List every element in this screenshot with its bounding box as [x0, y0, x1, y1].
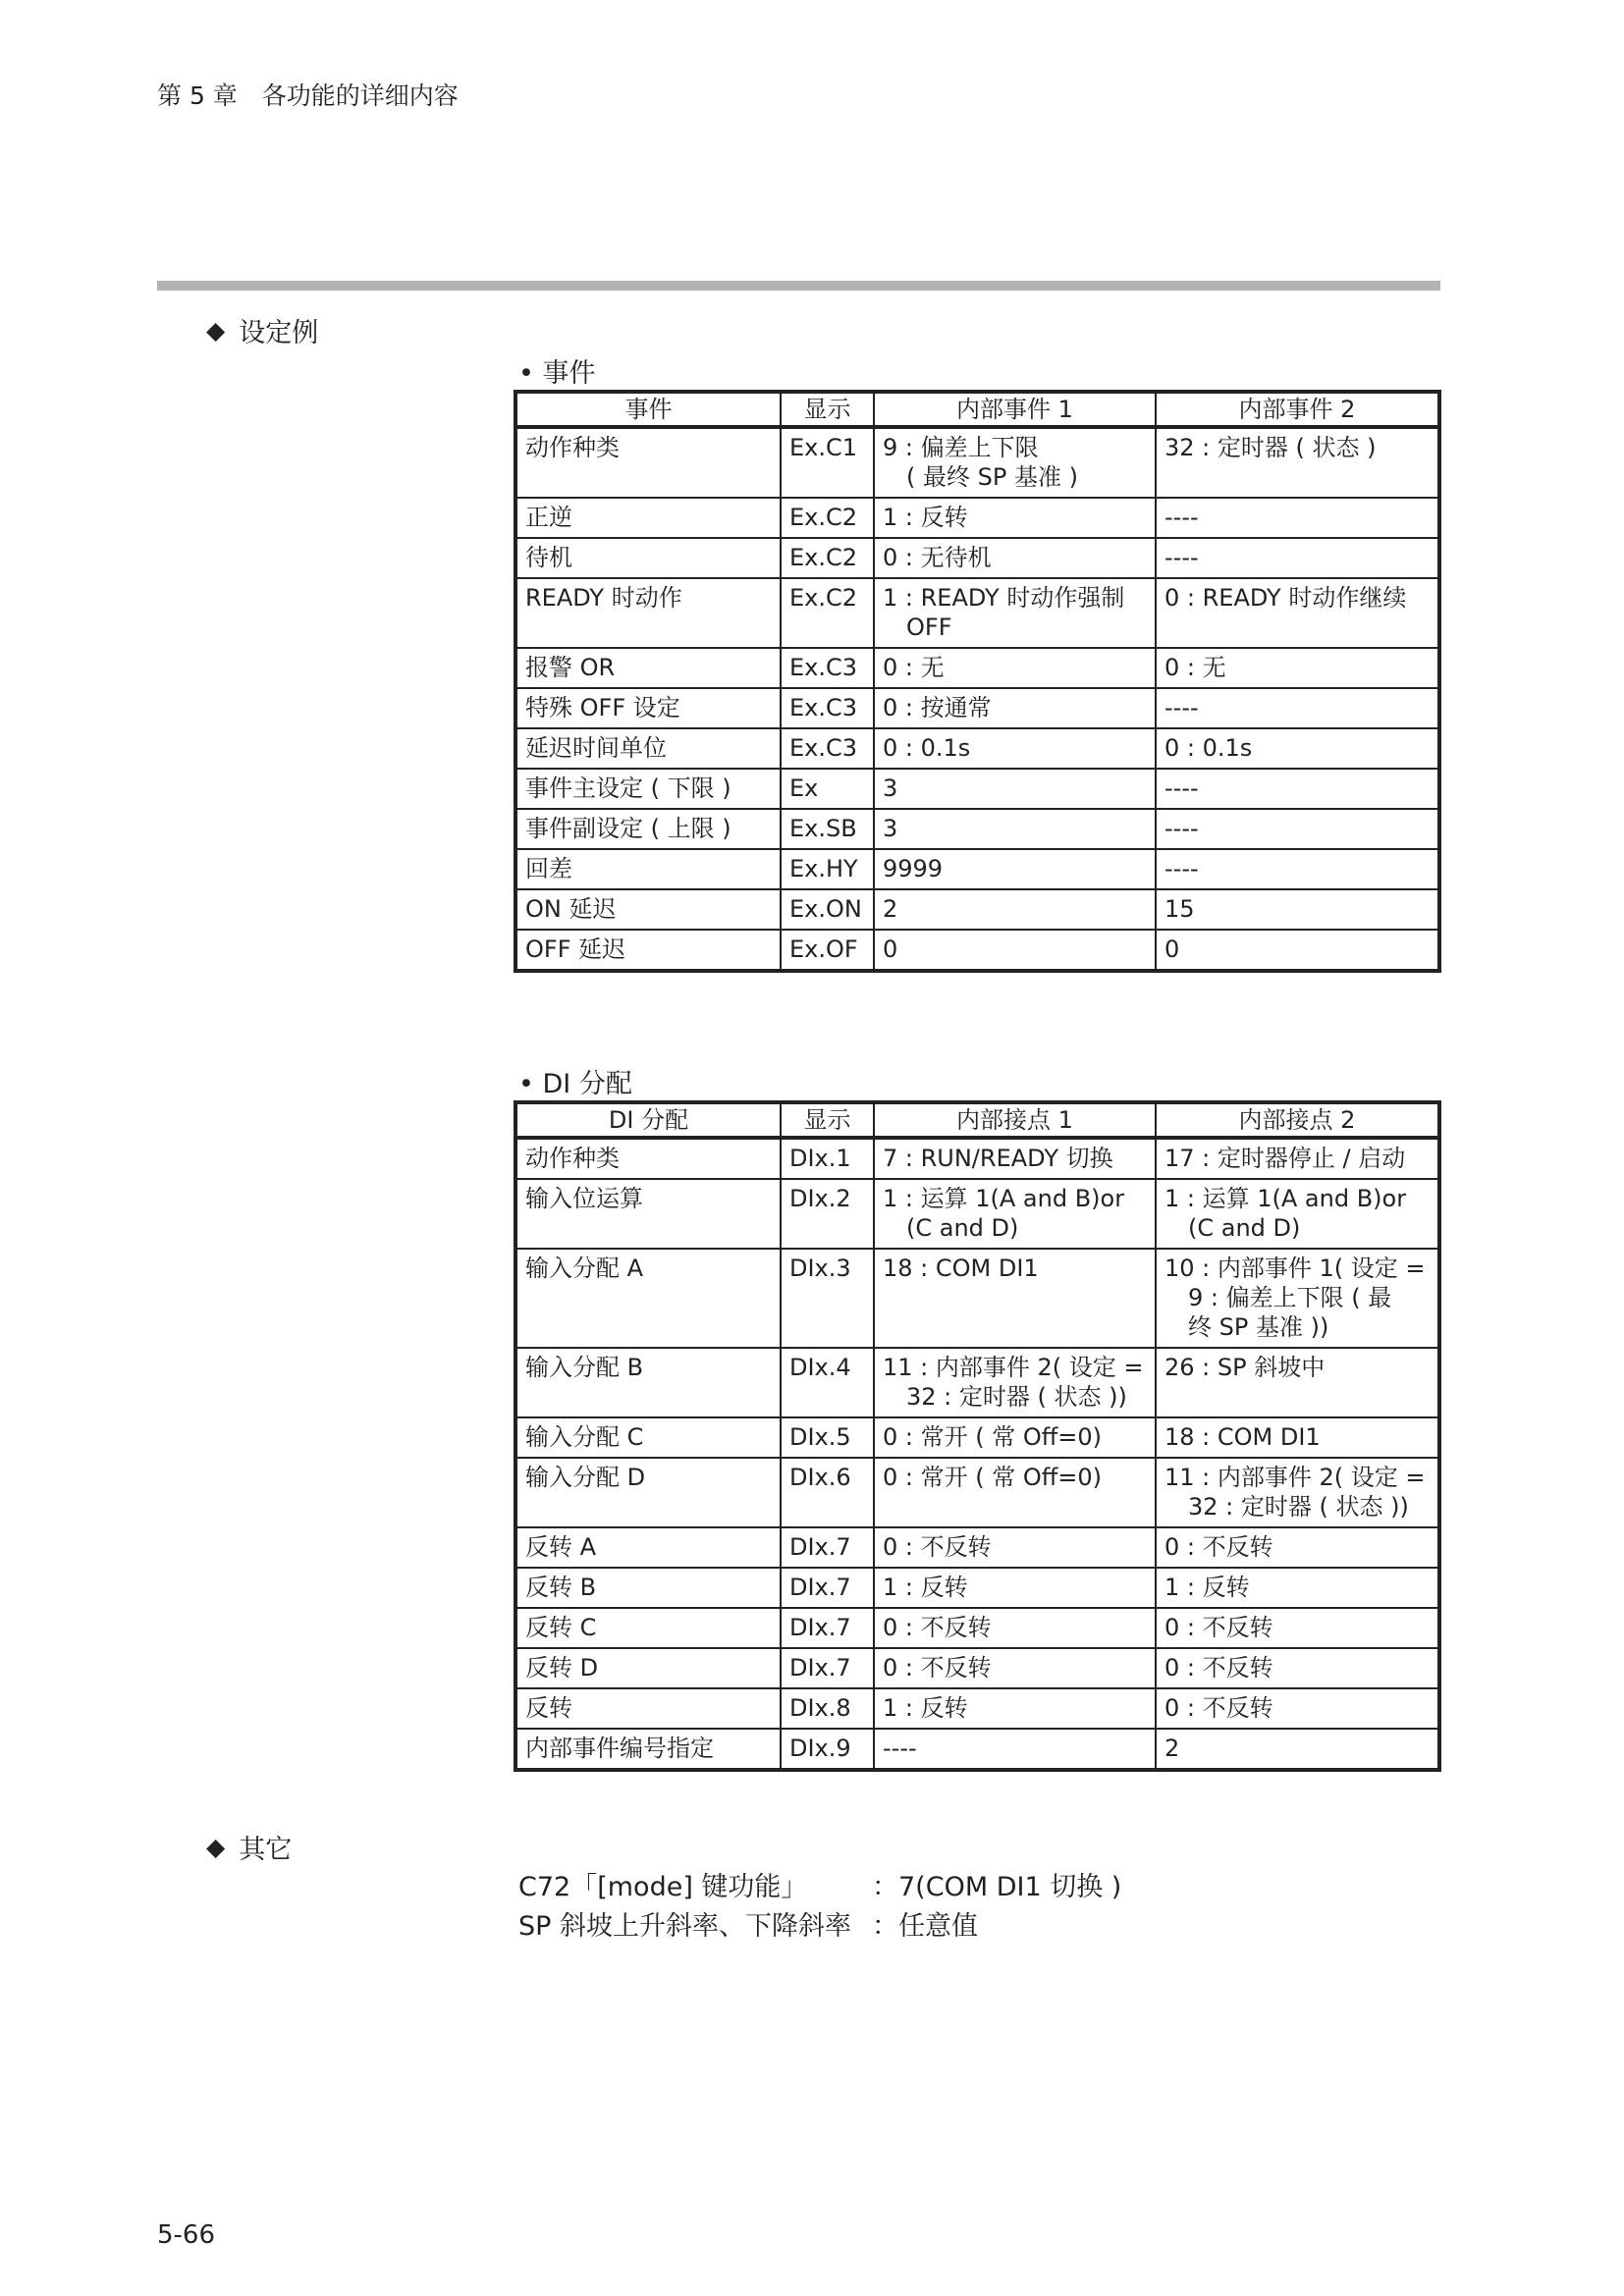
table-cell: ON 延迟 [515, 889, 781, 930]
table-cell: 0 : 不反转 [1156, 1527, 1439, 1568]
table-cell: 2 [874, 889, 1156, 930]
table-row [515, 1417, 1439, 1458]
table-cell: ---- [874, 1729, 1156, 1770]
table-cell: 15 [1156, 889, 1439, 930]
table-cell: 0 : 按通常 [874, 688, 1156, 728]
diamond-bullet-icon: ◆ [206, 316, 226, 345]
table-cell: 回差 [515, 849, 781, 889]
diamond-bullet-icon: ◆ [206, 1833, 226, 1861]
table-cell: DIx.7 [781, 1608, 874, 1648]
table-cell: 0 : 不反转 [874, 1608, 1156, 1648]
table-cell: 7 : RUN/READY 切换 [874, 1138, 1156, 1179]
table-row [515, 1608, 1439, 1648]
table-cell: 反转 [515, 1688, 781, 1729]
table-cell: 输入位运算 [515, 1179, 781, 1249]
other-line [518, 1865, 1121, 1903]
table-cell: 待机 [515, 538, 781, 578]
table-cell: READY 时动作 [515, 578, 781, 648]
table-row [515, 1527, 1439, 1568]
column-header: 内部接点 1 [874, 1102, 1156, 1138]
event-table-title: • 事件 [518, 358, 596, 389]
section-setting-example [206, 311, 318, 349]
table-cell: 0 : 常开 ( 常 Off=0) [874, 1458, 1156, 1527]
table-cell: 1 : 反转 [874, 1688, 1156, 1729]
table-cell: 1 : READY 时动作强制 OFF [874, 578, 1156, 648]
table-cell: Ex.C3 [781, 688, 874, 728]
table-cell: 0 : 无 [1156, 648, 1439, 688]
table-row [515, 1648, 1439, 1688]
table-cell: 3 [874, 809, 1156, 849]
table-cell: 17 : 定时器停止 / 启动 [1156, 1138, 1439, 1179]
table-row [515, 849, 1439, 889]
other-value: ：7(COM DI1 切换 ) [872, 1872, 1122, 1902]
table-row [515, 538, 1439, 578]
table-row [515, 1138, 1439, 1179]
table-cell: 2 [1156, 1729, 1439, 1770]
table-cell: Ex.C2 [781, 538, 874, 578]
table-row [515, 728, 1439, 769]
column-header: DI 分配 [515, 1102, 781, 1138]
table-cell: 输入分配 A [515, 1249, 781, 1348]
section-other [206, 1828, 292, 1866]
table-cell: 输入分配 B [515, 1348, 781, 1417]
table-cell: Ex [781, 769, 874, 809]
table-cell: Ex.C1 [781, 427, 874, 498]
di-table-title: • DI 分配 [518, 1069, 632, 1099]
table-row [515, 1249, 1439, 1348]
table-cell: Ex.C2 [781, 578, 874, 648]
column-header: 事件 [515, 392, 781, 427]
table-cell: ---- [1156, 498, 1439, 538]
table-cell: 动作种类 [515, 1138, 781, 1179]
table-row [515, 578, 1439, 648]
table-cell: 1 : 运算 1(A and B)or (C and D) [874, 1179, 1156, 1249]
table-cell: ---- [1156, 849, 1439, 889]
chapter-header: 第 5 章 各功能的详细内容 [157, 81, 459, 110]
page-number: 5-66 [157, 2220, 216, 2250]
table-row [515, 889, 1439, 930]
table-cell: 特殊 OFF 设定 [515, 688, 781, 728]
table-cell: DIx.9 [781, 1729, 874, 1770]
table-cell: Ex.C2 [781, 498, 874, 538]
table-row [515, 648, 1439, 688]
table-cell: 反转 D [515, 1648, 781, 1688]
table-cell: Ex.HY [781, 849, 874, 889]
table-cell: DIx.6 [781, 1458, 874, 1527]
table-header-row [515, 1102, 1439, 1138]
table-row [515, 809, 1439, 849]
table-cell: 11 : 内部事件 2( 设定 = 32 : 定时器 ( 状态 )) [874, 1348, 1156, 1417]
table-cell: DIx.1 [781, 1138, 874, 1179]
column-header: 内部事件 1 [874, 392, 1156, 427]
table-row [515, 1729, 1439, 1770]
table-cell: 报警 OR [515, 648, 781, 688]
table-row [515, 1348, 1439, 1417]
table-cell: 18 : COM DI1 [1156, 1417, 1439, 1458]
table-cell: 事件主设定 ( 下限 ) [515, 769, 781, 809]
table-cell: 0 [1156, 930, 1439, 971]
table-row [515, 930, 1439, 971]
table-cell: 3 [874, 769, 1156, 809]
table-cell: 0 : 不反转 [874, 1527, 1156, 1568]
table-cell: Ex.SB [781, 809, 874, 849]
table-cell: ---- [1156, 809, 1439, 849]
column-header: 内部事件 2 [1156, 392, 1439, 427]
table-cell: 0 : 无待机 [874, 538, 1156, 578]
table-cell: DIx.3 [781, 1249, 874, 1348]
table-cell: 反转 B [515, 1568, 781, 1608]
table-cell: Ex.ON [781, 889, 874, 930]
table-cell: 输入分配 C [515, 1417, 781, 1458]
table-cell: 输入分配 D [515, 1458, 781, 1527]
table-cell: 0 [874, 930, 1156, 971]
table-cell: 32 : 定时器 ( 状态 ) [1156, 427, 1439, 498]
table-cell: 0 : 常开 ( 常 Off=0) [874, 1417, 1156, 1458]
table-cell: DIx.7 [781, 1568, 874, 1608]
table-cell: 0 : 不反转 [1156, 1688, 1439, 1729]
table-cell: 0 : 不反转 [1156, 1608, 1439, 1648]
table-header-row [515, 392, 1439, 427]
table-cell: 26 : SP 斜坡中 [1156, 1348, 1439, 1417]
table-cell: 0 : 不反转 [874, 1648, 1156, 1688]
table-row [515, 688, 1439, 728]
column-header: 内部接点 2 [1156, 1102, 1439, 1138]
table-cell: 反转 C [515, 1608, 781, 1648]
table-cell: DIx.4 [781, 1348, 874, 1417]
table-cell: 0 : 0.1s [874, 728, 1156, 769]
event-settings-table [514, 390, 1441, 973]
table-cell: 1 : 反转 [874, 1568, 1156, 1608]
column-header: 显示 [781, 1102, 874, 1138]
table-cell: 0 : READY 时动作继续 [1156, 578, 1439, 648]
table-cell: 延迟时间单位 [515, 728, 781, 769]
table-cell: 0 : 无 [874, 648, 1156, 688]
table-cell: Ex.OF [781, 930, 874, 971]
table-row [515, 1179, 1439, 1249]
table-cell: DIx.5 [781, 1417, 874, 1458]
table-cell: 反转 A [515, 1527, 781, 1568]
table-cell: 11 : 内部事件 2( 设定 = 32 : 定时器 ( 状态 )) [1156, 1458, 1439, 1527]
table-cell: DIx.7 [781, 1648, 874, 1688]
table-cell: 9 : 偏差上下限 ( 最终 SP 基准 ) [874, 427, 1156, 498]
table-cell: 18 : COM DI1 [874, 1249, 1156, 1348]
table-row [515, 498, 1439, 538]
table-cell: OFF 延迟 [515, 930, 781, 971]
table-row [515, 427, 1439, 498]
table-cell: 内部事件编号指定 [515, 1729, 781, 1770]
table-cell: 1 : 运算 1(A and B)or (C and D) [1156, 1179, 1439, 1249]
table-row [515, 1568, 1439, 1608]
section-title: 其它 [239, 1835, 293, 1865]
table-cell: DIx.8 [781, 1688, 874, 1729]
table-row [515, 769, 1439, 809]
table-cell: DIx.7 [781, 1527, 874, 1568]
other-line [518, 1904, 978, 1943]
table-cell: ---- [1156, 769, 1439, 809]
other-value: ：任意值 [872, 1911, 978, 1942]
table-cell: DIx.2 [781, 1179, 874, 1249]
section-title: 设定例 [239, 318, 319, 348]
table-cell: Ex.C3 [781, 648, 874, 688]
table-cell: 9999 [874, 849, 1156, 889]
table-cell: 事件副设定 ( 上限 ) [515, 809, 781, 849]
section-divider [157, 281, 1440, 291]
table-cell: ---- [1156, 538, 1439, 578]
table-row [515, 1688, 1439, 1729]
table-row [515, 1458, 1439, 1527]
table-cell: 10 : 内部事件 1( 设定 = 9 : 偏差上下限 ( 最 终 SP 基准 )) [1156, 1249, 1439, 1348]
table-cell: Ex.C3 [781, 728, 874, 769]
table-cell: ---- [1156, 688, 1439, 728]
table-cell: 1 : 反转 [874, 498, 1156, 538]
other-key: SP 斜坡上升斜率、下降斜率 [518, 1911, 852, 1942]
table-cell: 动作种类 [515, 427, 781, 498]
table-cell: 1 : 反转 [1156, 1568, 1439, 1608]
table-cell: 正逆 [515, 498, 781, 538]
other-key: C72「[mode] 键功能」 [518, 1872, 808, 1902]
table-cell: 0 : 不反转 [1156, 1648, 1439, 1688]
di-assignment-table [514, 1100, 1441, 1772]
column-header: 显示 [781, 392, 874, 427]
table-cell: 0 : 0.1s [1156, 728, 1439, 769]
